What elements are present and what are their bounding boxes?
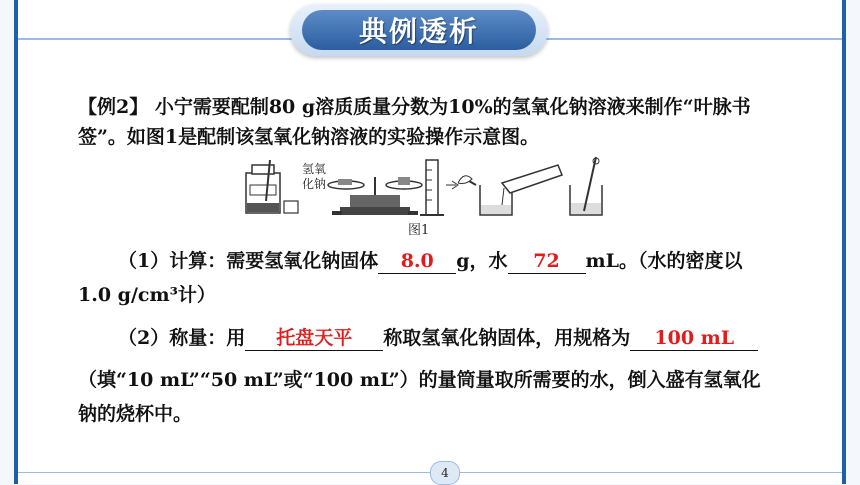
title-banner: [290, 4, 548, 56]
question-line-2: 签”。如图1是配制该氢氧化钠溶液的实验操作示意图。: [78, 126, 540, 148]
part1-mid: g，水: [456, 250, 508, 272]
question-line-1: 【例2】 小宁需要配制80 g溶质质量分数为10%的氢氧化钠溶液来制作“叶脉书: [78, 96, 751, 118]
stirring-beaker-icon: [570, 157, 602, 215]
balance-scale-icon: [328, 177, 422, 215]
part2-line-2: （填“10 mL”“50 mL”或“100 mL”）的量筒量取所需要的水，倒入盛有氢氧化: [78, 369, 761, 391]
dropper-icon: [458, 176, 476, 185]
part1-prefix: （1）计算：需要氢氧化钠固体: [118, 250, 379, 272]
part1-suffix: mL。（水的密度以: [585, 250, 743, 272]
right-border: [842, 0, 846, 484]
page-number: 4: [430, 461, 460, 485]
reagent-bottle-icon: [246, 160, 298, 213]
header-divider-left: [18, 38, 298, 40]
left-border: [14, 0, 18, 484]
answer-naoh-mass: 8.0: [378, 249, 456, 274]
part1-line: [118, 249, 743, 274]
figure-label-1: 氢氧: [302, 162, 327, 176]
figure-label-2: 化钠: [302, 177, 327, 191]
page-title: 典例透析: [358, 15, 479, 48]
answer-weighing-tool: 托盘天平: [245, 326, 383, 351]
answer-water-volume: 72: [508, 249, 586, 274]
experiment-figure: [240, 155, 610, 225]
graduated-cylinder-icon: [420, 160, 458, 215]
part2-line-3: 钠的烧杯中。: [78, 403, 193, 425]
part2-prefix: （2）称量：用: [118, 327, 246, 349]
figure-caption: 图1: [408, 223, 430, 238]
part2-mid: 称取氢氧化钠固体，用规格为: [383, 327, 631, 349]
answer-cylinder-spec: 100 mL: [630, 326, 758, 351]
header-divider-right: [542, 38, 842, 40]
part1-line-2: 1.0 g/cm³计）: [78, 284, 216, 306]
part2-line: [118, 326, 758, 351]
